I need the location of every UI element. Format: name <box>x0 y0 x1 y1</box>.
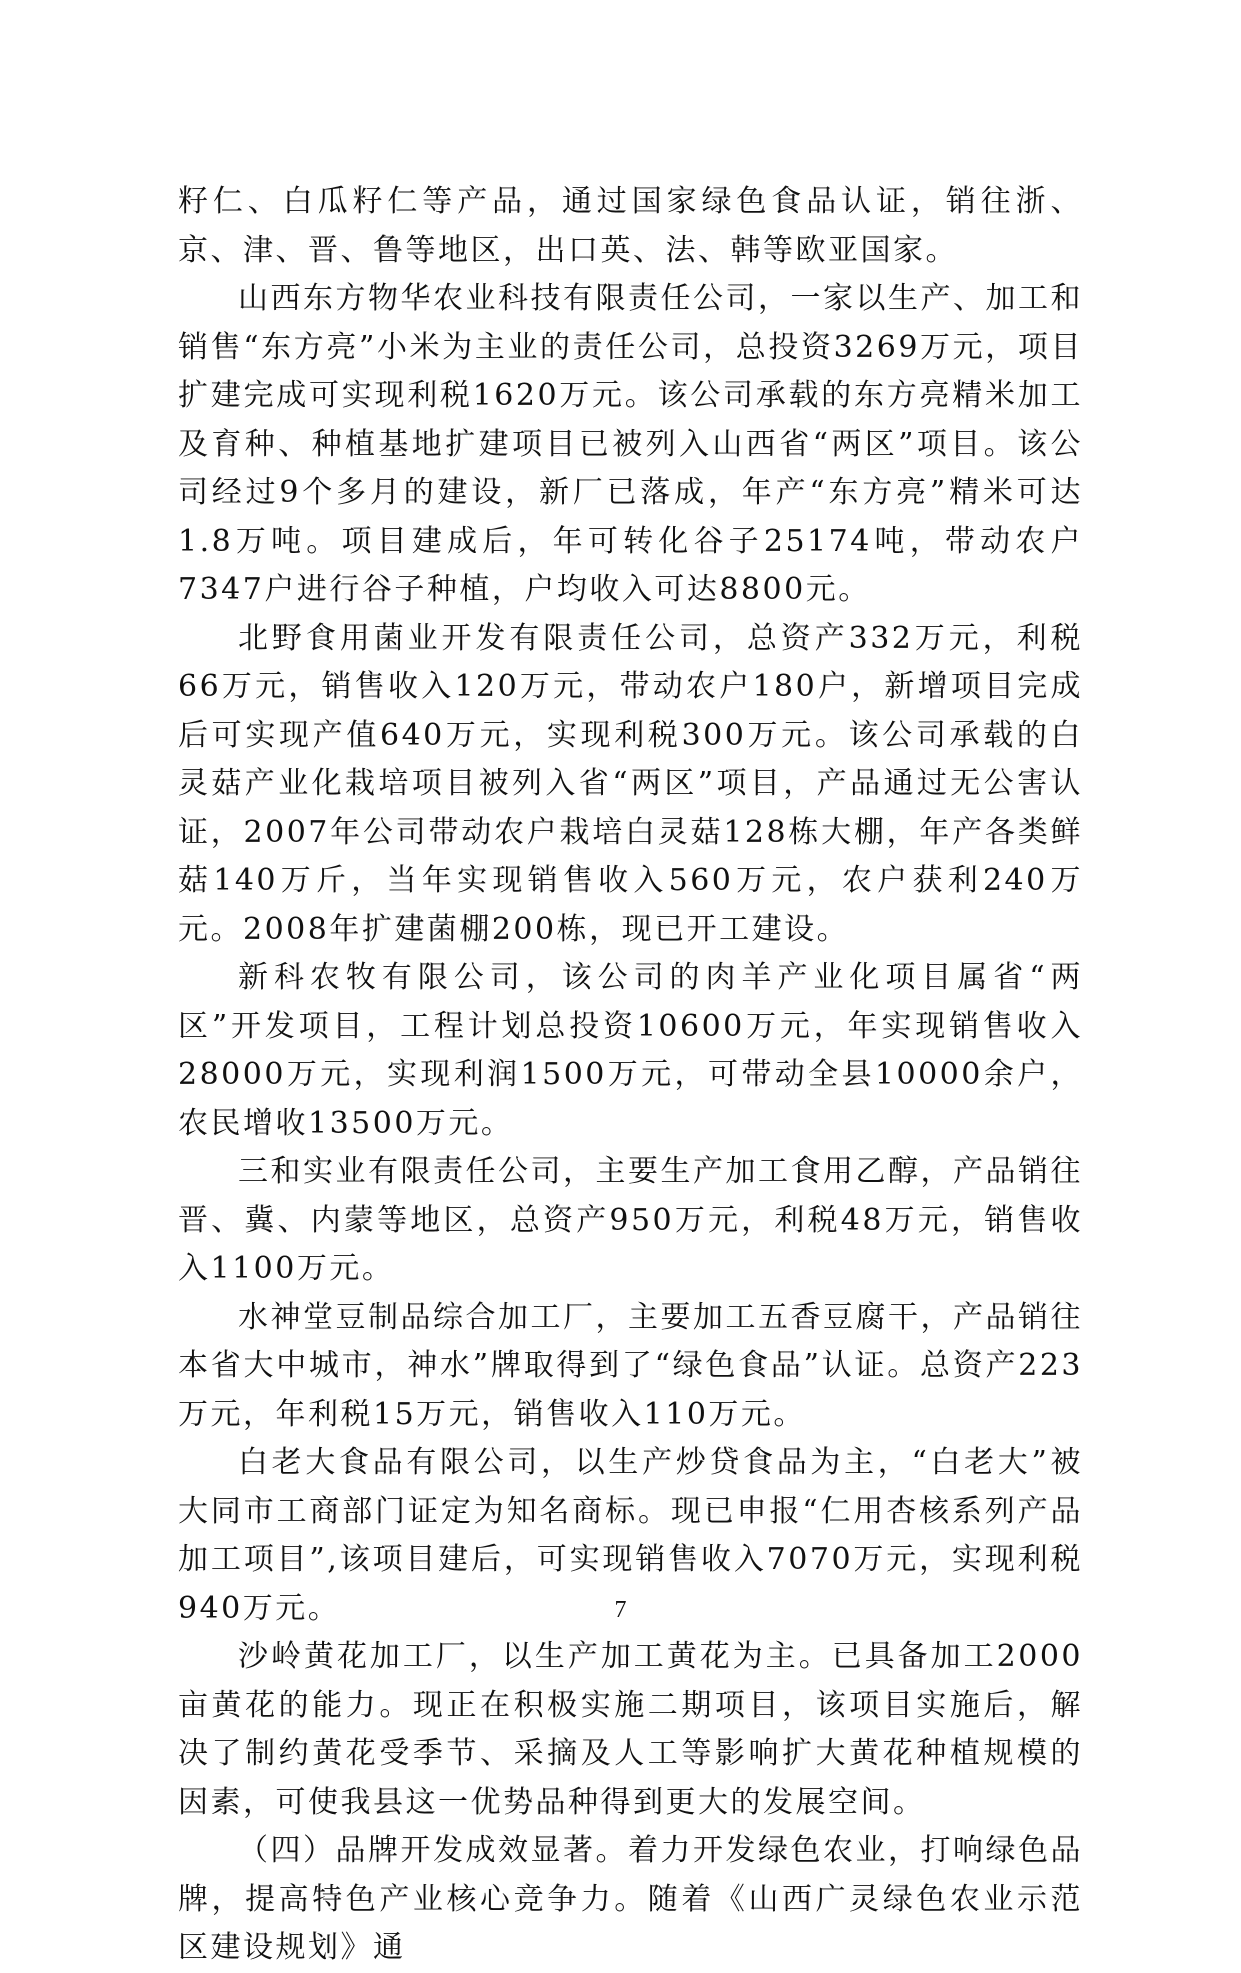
page-number: 7 <box>614 1597 627 1623</box>
paragraph-continued: 籽仁、白瓜籽仁等产品，通过国家绿色食品认证，销往浙、京、津、晋、鲁等地区，出口英、法、韩等欧亚国家。 <box>178 184 1083 268</box>
paragraph-xinke-livestock: 新科农牧有限公司，该公司的肉羊产业化项目属省“两区”开发项目，工程计划总投资10600万元，年实现销售收入28000万元，实现利润1500万元，可带动全县10000余户，农民增收13500万元。 <box>178 960 1083 1141</box>
paragraph-brand-development: （四）品牌开发成效显著。着力开发绿色农业，打响绿色品牌，提高特色产业核心竞争力。随着《山西广灵绿色农业示范区建设规划》通 <box>178 1833 1083 1965</box>
paragraph-bailaoda-food: 白老大食品有限公司，以生产炒贷食品为主，“白老大”被大同市工商部门证定为知名商标。现已申报“仁用杏核系列产品加工项目”,该项目建后，可实现销售收入7070万元，实现利税940万元。 <box>178 1445 1083 1626</box>
paragraph-beiye-mushroom: 北野食用菌业开发有限责任公司，总资产332万元，利税66万元，销售收入120万元，带动农户180户，新增项目完成后可实现产值640万元，实现利税300万元。该公司承载的白灵菇产业化栽培项目被列入省“两区”项目，产品通过无公害认证，2007年公司带动农户栽培白灵菇128栋大棚，年产各类鲜菇140万斤，当年实现销售收入560万元，农户获利240万元。2008年扩建菌棚200栋，现已开工建设。 <box>178 620 1083 947</box>
paragraph-shaling-daylily: 沙岭黄花加工厂，以生产加工黄花为主。已具备加工2000亩黄花的能力。现正在积极实施二期项目，该项目实施后，解决了制约黄花受季节、采摘及人工等影响扩大黄花种植规模的因素，可使我县这一优势品种得到更大的发展空间。 <box>178 1639 1083 1820</box>
paragraph-dongfang-wuhua: 山西东方物华农业科技有限责任公司，一家以生产、加工和销售“东方亮”小米为主业的责任公司，总投资3269万元，项目扩建完成可实现利税1620万元。该公司承载的东方亮精米加工及育种、种植基地扩建项目已被列入山西省“两区”项目。该公司经过9个多月的建设，新厂已落成，年产“东方亮”精米可达1.8万吨。项目建成后，年可转化谷子25174吨，带动农户7347户进行谷子种植，户均收入可达8800元。 <box>178 281 1083 607</box>
document-body <box>178 178 1083 1973</box>
paragraph-shuishentang-tofu: 水神堂豆制品综合加工厂，主要加工五香豆腐干，产品销往本省大中城市，神水”牌取得到了“绿色食品”认证。总资产223万元，年利税15万元，销售收入110万元。 <box>178 1299 1083 1432</box>
paragraph-sanhe-industry: 三和实业有限责任公司，主要生产加工食用乙醇，产品销往晋、冀、内蒙等地区，总资产950万元，利税48万元，销售收入1100万元。 <box>178 1154 1083 1286</box>
